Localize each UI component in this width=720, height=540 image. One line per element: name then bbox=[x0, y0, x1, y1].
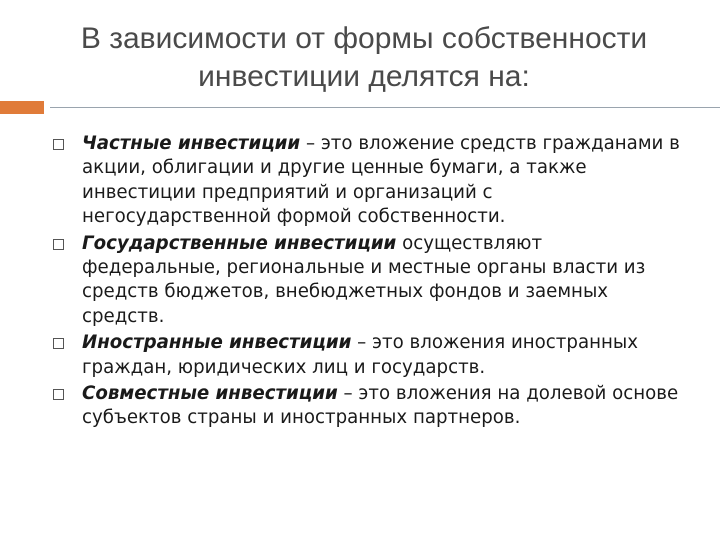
definition-joint: – это вложения на долевой основе субъектов страны и иностранных партнеров. bbox=[82, 383, 679, 429]
list-item-private bbox=[50, 132, 680, 230]
slide-title-line-1: В зависимости от формы собственности bbox=[80, 22, 648, 55]
slide-title-line-2: инвестиции делятся на: bbox=[198, 60, 530, 93]
term-foreign: Иностранные инвестиции bbox=[82, 332, 352, 354]
term-joint: Совместные инвестиции bbox=[82, 383, 338, 405]
divider-accent-block bbox=[0, 101, 44, 114]
square-bullet-icon bbox=[53, 338, 64, 349]
square-bullet-icon bbox=[53, 139, 64, 150]
bullet-list bbox=[50, 132, 680, 433]
definition-private: – это вложение средств гражданами в акции, облигации и другие ценные бумаги, а также инвестиции предприятий и организаций с негосударственной формой собственности. bbox=[82, 133, 680, 228]
list-item-foreign bbox=[50, 331, 680, 380]
list-item-joint bbox=[50, 382, 680, 431]
square-bullet-icon bbox=[53, 239, 64, 250]
definition-foreign: – это вложения иностранных граждан, юридических лиц и государств. bbox=[82, 332, 638, 378]
list-item-state bbox=[50, 232, 680, 330]
square-bullet-icon bbox=[53, 389, 64, 400]
term-private: Частные инвестиции bbox=[82, 133, 301, 154]
definition-state: осуществляют федеральные, региональные и местные органы власти из средств бюджетов, внебюджетных фондов и заемных средств. bbox=[82, 232, 646, 327]
divider-line bbox=[50, 107, 720, 108]
term-state: Государственные инвестиции bbox=[82, 232, 397, 254]
slide-title bbox=[40, 20, 688, 96]
